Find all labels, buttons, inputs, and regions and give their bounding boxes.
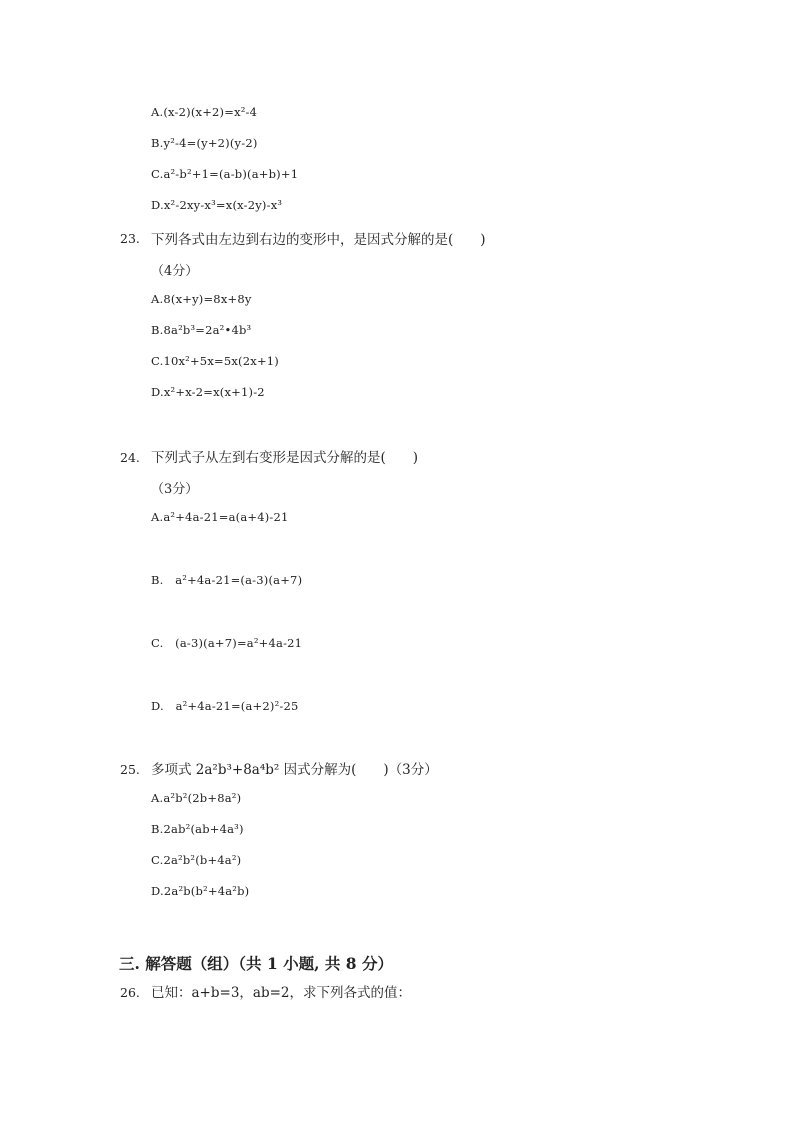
q25-option-b: B.2ab²(ab+4a³) (151, 822, 244, 836)
q24-option-a: A.a²+4a-21=a(a+4)-21 (151, 510, 289, 524)
q23-option-b: B.8a²b³=2a²•4b³ (151, 323, 252, 337)
q25-number: 25. (120, 762, 140, 777)
q24-option-b: B. a²+4a-21=(a-3)(a+7) (151, 573, 303, 587)
q23-option-c: C.10x²+5x=5x(2x+1) (151, 354, 279, 368)
q23-option-d: D.x²+x-2=x(x+1)-2 (151, 385, 265, 399)
q24-option-c: C. (a-3)(a+7)=a²+4a-21 (151, 636, 303, 650)
q22-option-d: D.x²-2xy-x³=x(x-2y)-x³ (151, 198, 283, 212)
q23-option-a: A.8(x+y)=8x+8y (151, 292, 252, 306)
q22-option-c: C.a²-b²+1=(a-b)(a+b)+1 (151, 167, 299, 181)
q26-number: 26. (120, 985, 140, 1000)
q22-option-b: B.y²-4=(y+2)(y-2) (151, 136, 258, 150)
q26-text: 已知：a+b=3，ab=2，求下列各式的值： (151, 985, 411, 1001)
q23-score: （4分） (151, 264, 199, 279)
q23-text: 下列各式由左边到右边的变形中，是因式分解的是( ) (151, 232, 486, 248)
q24-number: 24. (120, 450, 140, 465)
q24-text: 下列式子从左到右变形是因式分解的是( ) (151, 450, 419, 466)
q22-option-a: A.(x-2)(x+2)=x²-4 (151, 105, 258, 119)
q23-number: 23. (120, 231, 140, 246)
q24-option-d: D. a²+4a-21=(a+2)²-25 (151, 699, 299, 713)
q25-option-a: A.a²b²(2b+8a²) (151, 791, 242, 805)
q24-score: （3分） (151, 482, 199, 497)
section-heading: 三. 解答题（组）（共 1 小题, 共 8 分） (119, 954, 393, 973)
q25-text: 多项式 2a²b³+8a⁴b² 因式分解为( )（3分） (151, 762, 438, 778)
q25-option-d: D.2a²b(b²+4a²b) (151, 884, 250, 898)
q25-option-c: C.2a²b²(b+4a²) (151, 853, 242, 867)
